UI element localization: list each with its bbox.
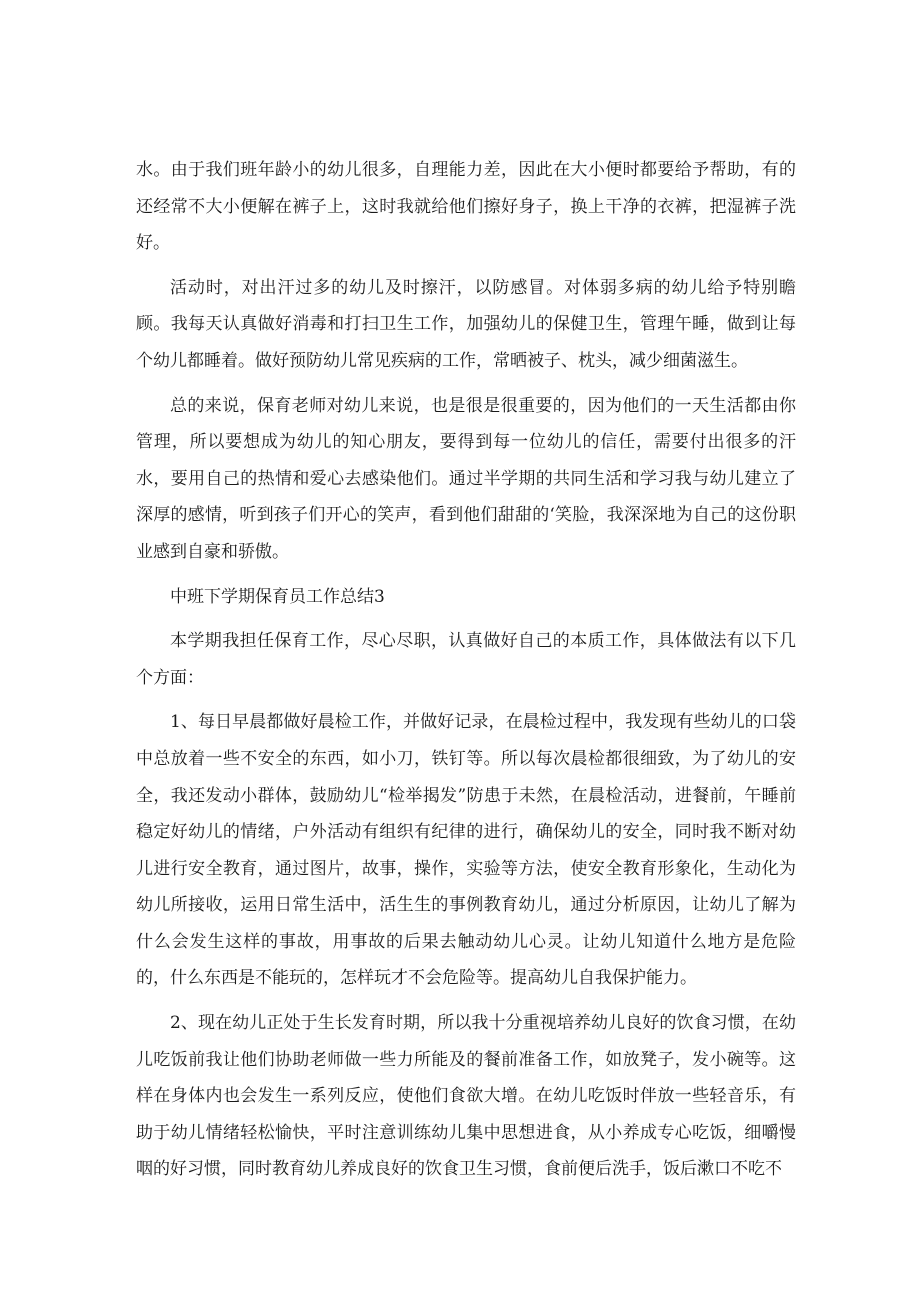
document-page xyxy=(136,152,796,1196)
paragraph-item-1: 1、每日早晨都做好晨检工作，并做好记录，在晨检过程中，我发现有些幼儿的口袋中总放着一些不安全的东西，如小刀，铁钉等。所以每次晨检都很细致，为了幼儿的安全，我还发动小群体，鼓励幼儿“检举揭发”防患于未然，在晨检活动，进餐前，午睡前稳定好幼儿的情绪，户外活动有组织有纪律的进行，确保幼儿的安全，同时我不断对幼儿进行安全教育，通过图片，故事，操作，实验等方法，使安全教育形象化，生动化为幼儿所接收，运用日常生活中，活生生的事例教育幼儿，通过分析原因，让幼儿了解为什么会发生这样的事故，用事故的后果去触动幼儿心灵。让幼儿知道什么地方是危险的，什么东西是不能玩的，怎样玩才不会危险等。提高幼儿自我保护能力。 xyxy=(136,712,796,989)
paragraph-activity-care: 活动时，对出汗过多的幼儿及时擦汗，以防感冒。对体弱多病的幼儿给予特别瞻顾。我每天认真做好消毒和打扫卫生工作，加强幼儿的保健卫生，管理午睡，做到让每个幼儿都睡着。做好预防幼儿常见疾病的工作，常晒被子、枕头，减少细菌滋生。 xyxy=(136,277,796,371)
paragraph-item-2: 2、现在幼儿正处于生长发育时期，所以我十分重视培养幼儿良好的饮食习惯，在幼儿吃饭前我让他们协助老师做一些力所能及的餐前准备工作，如放凳子，发小碗等。这样在身体内也会发生一系列反应，使他们食欲大增。在幼儿吃饭时伴放一些轻音乐，有助于幼儿情绪轻松愉快，平时注意训练幼儿集中思想进食，从小养成专心吃饭，细嚼慢咽的好习惯，同时教育幼儿养成良好的饮食卫生习惯，食前便后洗手，饭后漱口不吃不 xyxy=(136,1013,796,1180)
paragraph-intro: 本学期我担任保育工作，尽心尽职，认真做好自己的本质工作，具体做法有以下几个方面： xyxy=(136,631,796,688)
section-heading: 中班下学期保育员工作总结3 xyxy=(170,586,385,607)
paragraph-continuation: 水。由于我们班年龄小的幼儿很多，自理能力差，因此在大小便时都要给予帮助，有的还经常不大小便解在裤子上，这时我就给他们擦好身子，换上干净的衣裤，把湿裤子洗好。 xyxy=(136,160,796,254)
paragraph-summary: 总的来说，保育老师对幼儿来说，也是很是很重要的，因为他们的一天生活都由你管理，所以要想成为幼儿的知心朋友，要得到每一位幼儿的信任，需要付出很多的汗水，要用自己的热情和爱心去感染他们。通过半学期的共同生活和学习我与幼儿建立了深厚的感情，听到孩子们开心的笑声，看到他们甜甜的‘笑脸，我深深地为自己的这份职业感到自豪和骄傲。 xyxy=(136,395,796,562)
